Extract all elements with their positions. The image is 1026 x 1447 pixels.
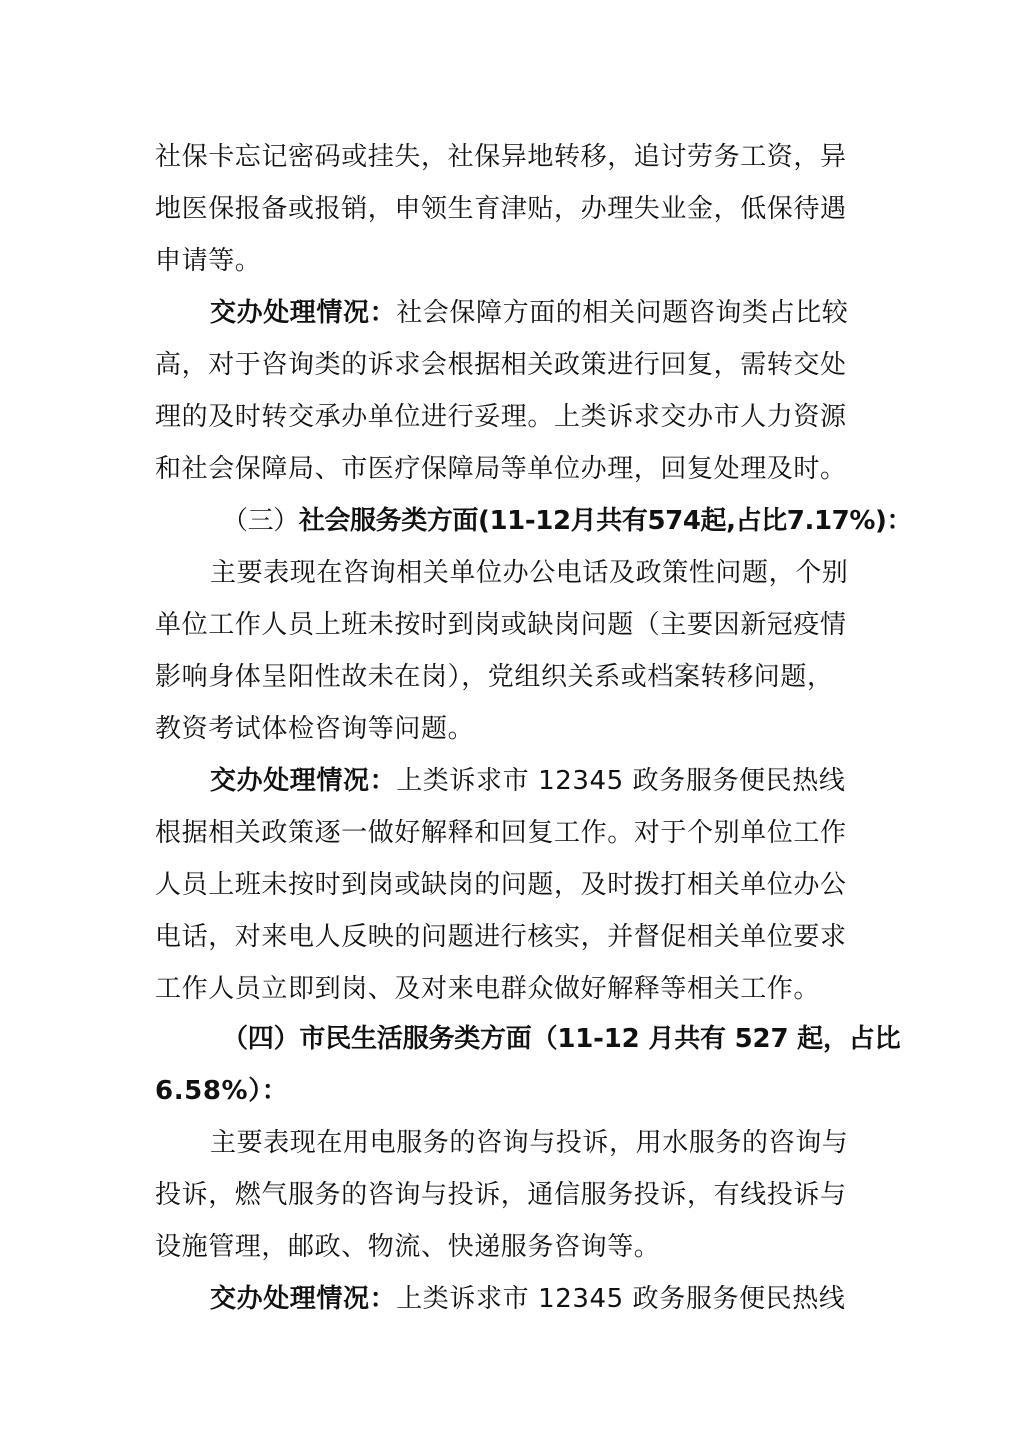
para5-line-1: 主要表现在用电服务的咨询与投诉，用水服务的咨询与 bbox=[210, 1128, 849, 1158]
para5-line-3: 设施管理，邮政、物流、快递服务咨询等。 bbox=[155, 1232, 661, 1262]
para4-line-3: 人员上班未按时到岗或缺岗的问题，及时拨打相关单位办公 bbox=[155, 870, 847, 900]
para2-first-text: 社会保障方面的相关问题咨询类占比较 bbox=[396, 298, 849, 328]
para6-first-text: 上类诉求市 12345 政务服务便民热线 bbox=[396, 1284, 846, 1314]
para1-line-1: 社保卡忘记密码或挂失，社保异地转移，追讨劳务工资，异 bbox=[155, 142, 847, 172]
para2-line-1 bbox=[210, 287, 875, 339]
section-heading-3 bbox=[222, 495, 913, 547]
para1-line-2: 地医保报备或报销，申领生育津贴，办理失业金，低保待遇 bbox=[155, 194, 847, 224]
para4-line-1 bbox=[210, 755, 875, 807]
para3-line-1: 主要表现在咨询相关单位办公电话及政策性问题，个别 bbox=[210, 558, 849, 588]
para3-line-3: 影响身体呈阳性故未在岗），党组织关系或档案转移问题， bbox=[155, 662, 834, 692]
para3-line-2: 单位工作人员上班未按时到岗或缺岗问题（主要因新冠疫情 bbox=[155, 610, 847, 640]
para4-line-4: 电话，对来电人反映的问题进行核实，并督促相关单位要求 bbox=[155, 922, 847, 952]
heading3-prefix: （三） bbox=[222, 506, 299, 536]
para2-line-3: 理的及时转交承办单位进行妥理。上类诉求交办市人力资源 bbox=[155, 402, 847, 432]
para5-line-2: 投诉，燃气服务的咨询与投诉，通信服务投诉，有线投诉与 bbox=[155, 1180, 847, 1210]
heading3-text: 社会服务类方面(11-12月共有574起,占比7.17%)： bbox=[298, 506, 913, 536]
para2-label: 交办处理情况： bbox=[210, 298, 397, 328]
para4-line-5: 工作人员立即到岗、及对来电群众做好解释等相关工作。 bbox=[155, 974, 821, 1004]
section-heading-4-line-2: 6.58%）： bbox=[155, 1076, 289, 1106]
para4-first-text: 上类诉求市 12345 政务服务便民热线 bbox=[396, 766, 846, 796]
para6-line-1 bbox=[210, 1273, 875, 1325]
para6-label: 交办处理情况： bbox=[210, 1284, 397, 1314]
para4-line-2: 根据相关政策逐一做好解释和回复工作。对于个别单位工作 bbox=[155, 818, 847, 848]
para4-label: 交办处理情况： bbox=[210, 766, 397, 796]
section-heading-4-line-1: （四）市民生活服务类方面（11-12 月共有 527 起，占比 bbox=[222, 1024, 901, 1054]
para2-line-2: 高，对于咨询类的诉求会根据相关政策进行回复，需转交处 bbox=[155, 350, 847, 380]
para3-line-4: 教资考试体检咨询等问题。 bbox=[155, 714, 475, 744]
para2-line-4: 和社会保障局、市医疗保障局等单位办理，回复处理及时。 bbox=[155, 454, 847, 484]
para1-line-3: 申请等。 bbox=[155, 246, 262, 276]
